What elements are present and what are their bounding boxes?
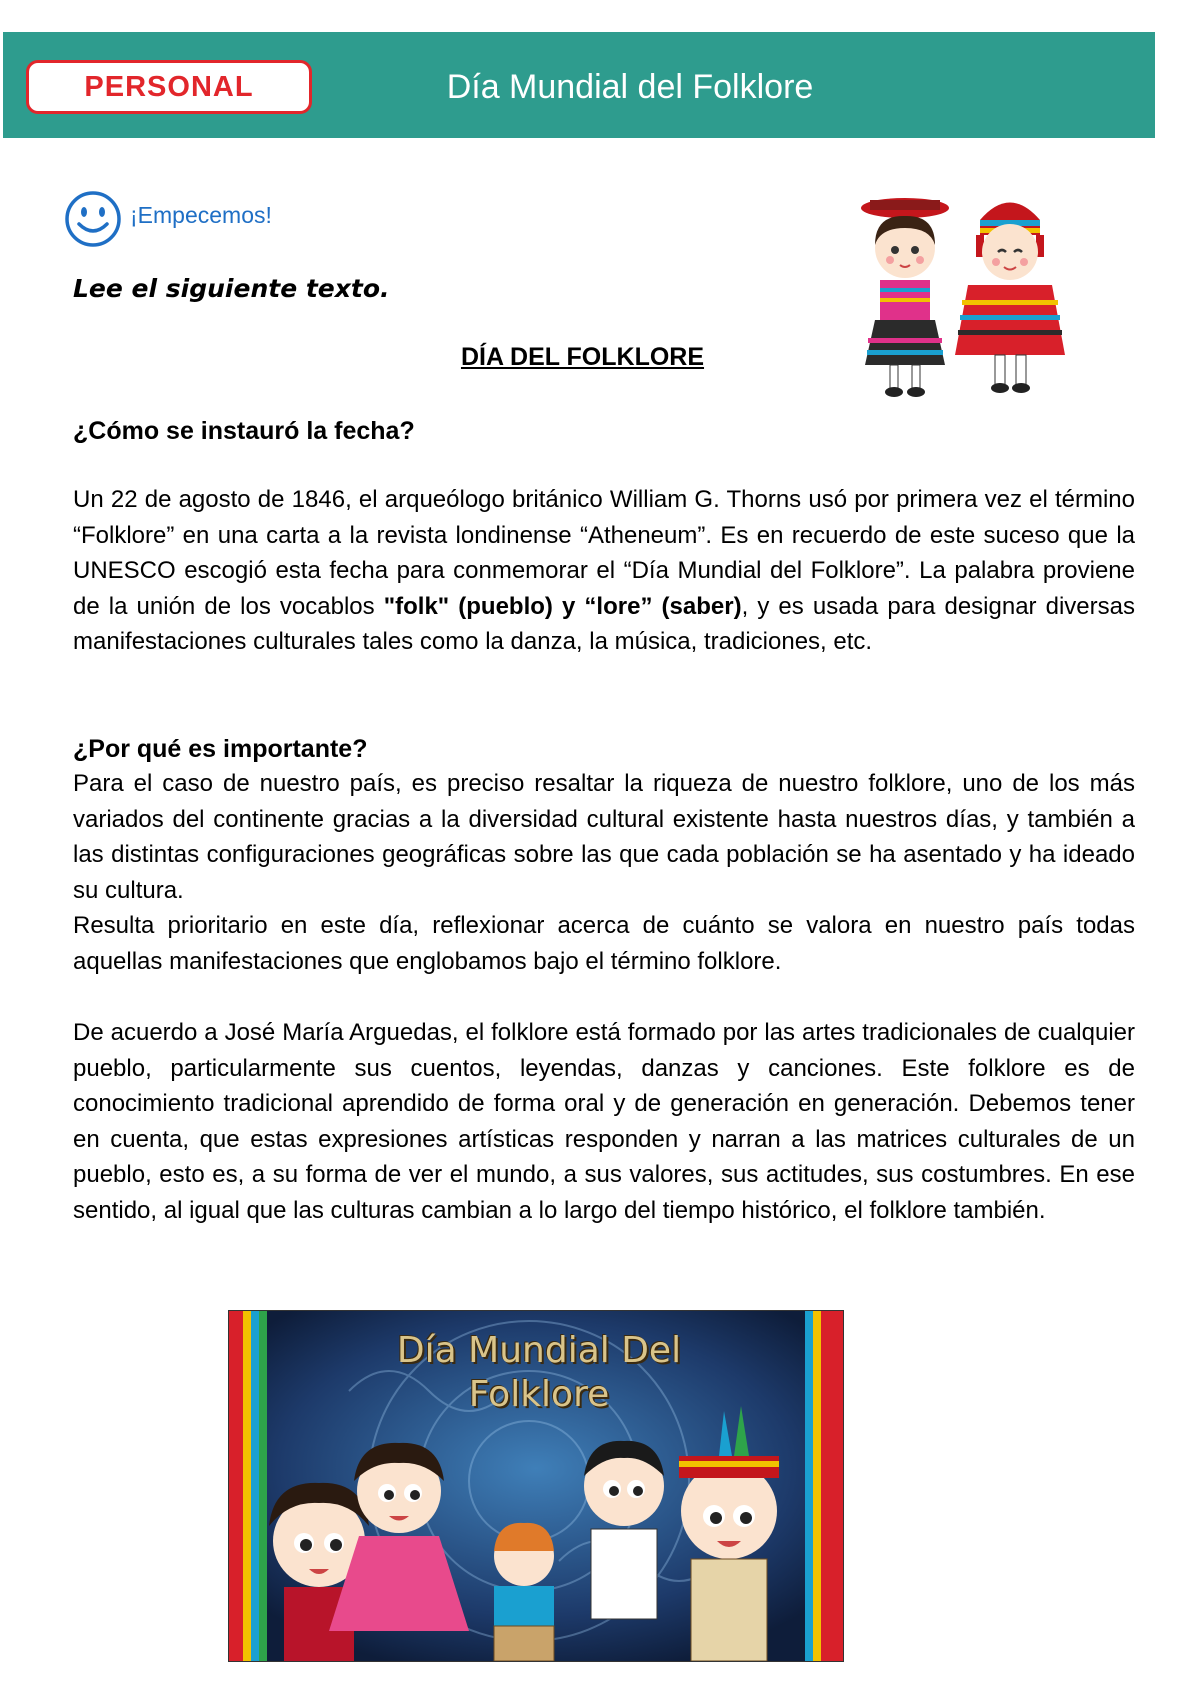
banner-title-line-2: Folklore <box>468 1374 610 1415</box>
banner-title <box>309 1329 769 1417</box>
question-heading-2: ¿Por qué es importante? <box>73 735 368 763</box>
paragraph-1-bold: "folk" (pueblo) y “lore” (saber) <box>383 592 742 620</box>
folklore-banner-image <box>228 1310 844 1662</box>
instruction-text: Lee el siguiente texto. <box>73 274 390 303</box>
paragraph-1-text-a: Un 22 de agosto de 1846, el arqueólogo británico William G. Thorns usó por primera vez el término “Folklore” en una carta a la revista londinense “Atheneum”. Es en recuerdo de este suceso que la UNESCO escogió esta fecha para conmemorar el “Día Mundial del Folklore”. La palabra proviene de la unión de los vocablos <box>73 486 1135 620</box>
paragraph-1-text-b: , y es usada para designar diversas manifestaciones culturales tales como la danza, la música, tradiciones, etc. <box>73 592 1135 655</box>
paragraph-4: De acuerdo a José María Arguedas, el folklore está formado por las artes tradicionales de cualquier pueblo, particularmente sus cuentos, leyendas, danzas y canciones. Este folklore es de conocimiento tradicional aprendido de forma oral y de generación en generación. Debemos tener en cuenta, que estas expresiones artísticas responden y narran a las matrices culturales de un pueblo, esto es, a su forma de ver el mundo, a sus valores, sus actitudes, sus costumbres. En ese sentido, al igual que las culturas cambian a lo largo del tiempo histórico, el folklore también. <box>73 1019 1135 1224</box>
article-title: DÍA DEL FOLKLORE <box>460 343 705 371</box>
paragraph-1 <box>73 482 1135 660</box>
banner-title-line-1: Día Mundial Del <box>396 1330 682 1371</box>
paragraph-3: Resulta prioritario en este día, reflexionar acerca de cuánto se valora en nuestro país todas aquellas manifestaciones que englobamos bajo el término folklore. <box>73 912 1135 975</box>
header-title: Día Mundial del Folklore <box>446 67 814 106</box>
personal-badge: PERSONAL <box>26 60 312 114</box>
paragraph-2: Para el caso de nuestro país, es preciso resaltar la riqueza de nuestro folklore, uno de los más variados del continente gracias a la diversidad cultural existente hasta nuestros días, y también a las distintas configuraciones geográficas sobre las que cada población se ha asentado y ha ideado su cultura. <box>73 770 1135 904</box>
question-heading-1: ¿Cómo se instauró la fecha? <box>73 417 415 445</box>
smiley-icon <box>64 190 122 248</box>
greeting-text: ¡Empecemos! <box>130 202 272 228</box>
